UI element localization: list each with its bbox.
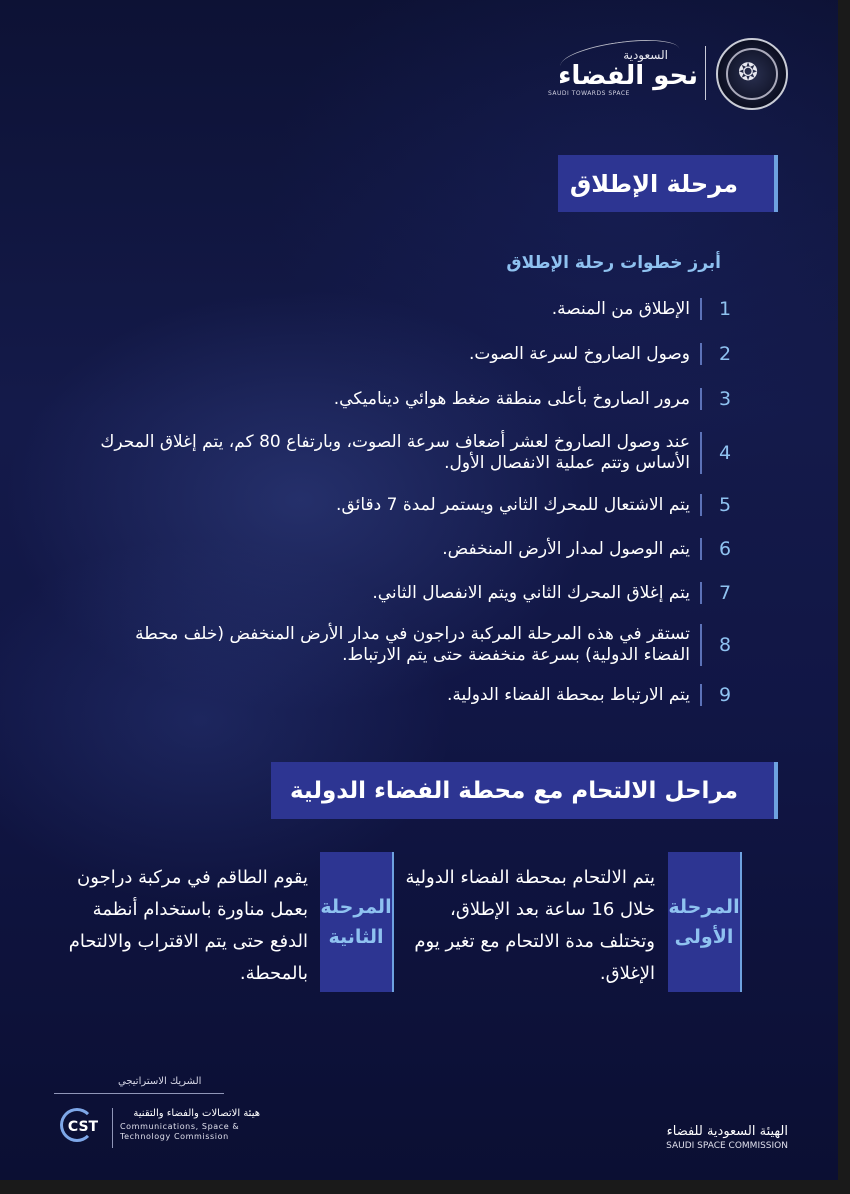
step-number: 6 (718, 538, 732, 560)
ssc-name-english: SAUDI SPACE COMMISSION (666, 1141, 788, 1151)
list-item (100, 494, 740, 516)
docking-section-title: مراحل الالتحام مع محطة الفضاء الدولية (271, 762, 778, 819)
step-text: عند وصول الصاروخ لعشر أضعاف سرعة الصوت، وبارتفاع 80 كم، يتم إغلاق المحرك الأساس وتتم عملية الانفصال الأول. (100, 432, 690, 473)
step-number: 3 (718, 388, 732, 410)
phase1-label-line2: الأولى (674, 926, 734, 948)
strategic-partner-label: الشريك الاستراتيجي (118, 1076, 202, 1087)
step-text: يتم إغلاق المحرك الثاني ويتم الانفصال الثاني. (372, 582, 690, 603)
step-number: 7 (718, 582, 732, 604)
frame-bottom (0, 1180, 850, 1194)
step-text: يتم الوصول لمدار الأرض المنخفض. (442, 538, 690, 559)
phase2-label-line2: الثانية (328, 926, 384, 948)
step-number: 5 (718, 494, 732, 516)
phase2-label-line1: المرحلة (320, 896, 392, 918)
brand-main-text: نحو الفضاء (558, 61, 698, 91)
step-text: وصول الصاروخ لسرعة الصوت. (468, 343, 690, 364)
partner-divider (54, 1093, 224, 1094)
step-divider (700, 624, 702, 666)
list-item (100, 343, 740, 365)
step-number: 9 (718, 684, 732, 706)
step-text: تستقر في هذه المرحلة المركبة دراجون في مدار الأرض المنخفض (خلف محطة الفضاء الدولية) بسرعة منخفضة حتى يتم الارتباط. (135, 624, 690, 665)
frame-edge (838, 0, 850, 1194)
saudi-towards-space-logo (548, 48, 698, 104)
list-item (100, 624, 740, 666)
emblem-glyph: ❂ (738, 58, 759, 86)
step-text: يتم الارتباط بمحطة الفضاء الدولية. (446, 684, 690, 705)
step-divider (700, 494, 702, 516)
step-divider (700, 298, 702, 320)
step-text: مرور الصاروخ بأعلى منطقة ضغط هوائي ديناميكي. (333, 388, 690, 409)
step-number: 2 (718, 343, 732, 365)
step-divider (700, 388, 702, 410)
cst-logo-text: CST (67, 1119, 99, 1135)
step-number: 8 (718, 634, 732, 656)
step-divider (700, 432, 702, 474)
phase1-label-line1: المرحلة (668, 896, 740, 918)
phase2-label (320, 852, 394, 992)
list-item (100, 432, 740, 474)
list-item (100, 582, 740, 604)
list-item (100, 684, 740, 706)
brand-top-text: السعودية (623, 48, 668, 62)
brand-sub-text: SAUDI TOWARDS SPACE (548, 90, 630, 97)
step-text: الإطلاق من المنصة. (551, 298, 690, 319)
ssc-name-arabic: الهيئة السعودية للفضاء (666, 1124, 788, 1139)
step-divider (700, 343, 702, 365)
list-item (100, 388, 740, 410)
cst-name-arabic: هيئة الاتصالات والفضاء والتقنية (133, 1108, 260, 1119)
cst-name-english: Communications, Space & Technology Commission (120, 1122, 240, 1141)
header-divider (705, 46, 706, 100)
mission-emblem-icon (716, 38, 788, 110)
step-number: 4 (718, 442, 732, 464)
step-number: 1 (718, 298, 732, 320)
launch-steps-subtitle: أبرز خطوات رحلة الإطلاق (506, 253, 721, 273)
phase2-text: يقوم الطاقم في مركبة دراجون بعمل مناورة باستخدام أنظمة الدفع حتى يتم الاقتراب والالتحام بالمحطة. (68, 867, 308, 984)
list-item (100, 298, 740, 320)
cst-divider (112, 1108, 113, 1148)
launch-section-title: مرحلة الإطلاق (558, 155, 778, 212)
list-item (100, 538, 740, 560)
step-divider (700, 684, 702, 706)
step-divider (700, 582, 702, 604)
step-divider (700, 538, 702, 560)
step-text: يتم الاشتعال للمحرك الثاني ويستمر لمدة 7 دقائق. (336, 494, 690, 515)
phase1-label (668, 852, 742, 992)
phase1-text: يتم الالتحام بمحطة الفضاء الدولية خلال 16 ساعة بعد الإطلاق، وتختلف مدة الالتحام مع تغير يوم الإغلاق. (405, 867, 655, 984)
